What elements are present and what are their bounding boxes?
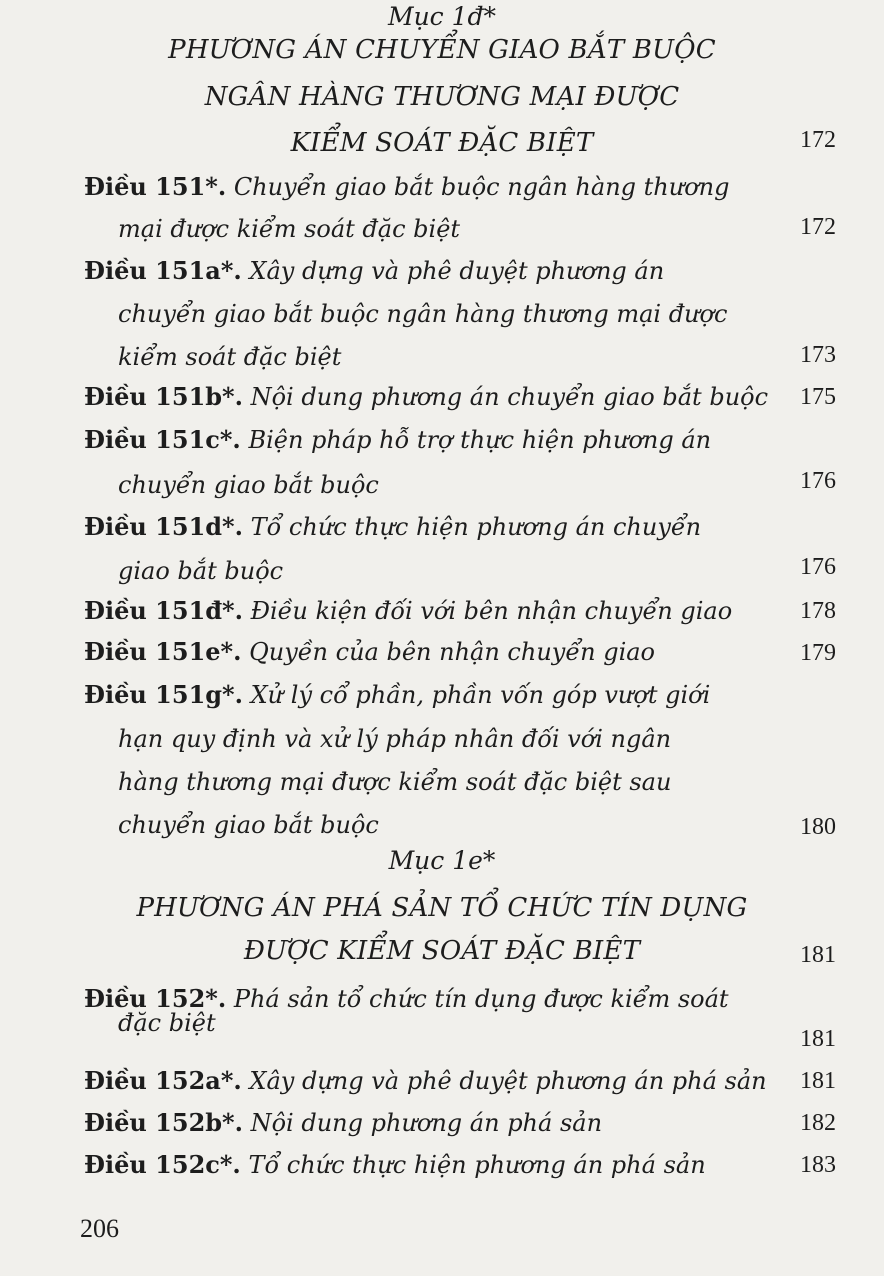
toc-entry — [84, 256, 664, 286]
article-label: Điều 151đ*. — [84, 596, 243, 625]
page-ref: 178 — [800, 598, 836, 624]
section-label: Mục 1e* — [388, 846, 496, 875]
article-label: Điều 151e*. — [84, 637, 242, 666]
entry-continuation: đặc biệt — [118, 1009, 216, 1037]
entry-text: Nội dung phương án chuyển giao bắt buộc — [250, 383, 769, 411]
page-ref: 180 — [800, 814, 836, 840]
page-ref: 175 — [800, 384, 836, 410]
article-label: Điều 151d*. — [84, 512, 243, 541]
page-ref: 181 — [800, 942, 836, 968]
page-ref: 176 — [800, 468, 836, 494]
toc-entry — [84, 425, 711, 455]
article-label: Điều 151*. — [84, 172, 227, 201]
section-label: Mục 1đ* — [387, 2, 497, 31]
page-ref: 183 — [800, 1152, 836, 1178]
entry-text: Xử lý cổ phần, phần vốn góp vượt giới — [250, 681, 711, 709]
page-ref: 181 — [800, 1026, 836, 1052]
entry-continuation: mại được kiểm soát đặc biệt — [118, 215, 461, 243]
entry-text: Tổ chức thực hiện phương án phá sản — [248, 1151, 706, 1179]
page-ref: 182 — [800, 1110, 836, 1136]
page-ref: 172 — [800, 127, 836, 153]
section-title-line: ĐƯỢC KIỂM SOÁT ĐẶC BIỆT — [243, 936, 641, 966]
toc-entry — [84, 1108, 602, 1138]
section-title-line: KIỂM SOÁT ĐẶC BIỆT — [290, 128, 594, 158]
article-label: Điều 151b*. — [84, 382, 243, 411]
section-title-line: PHƯƠNG ÁN CHUYỂN GIAO BẮT BUỘC — [168, 35, 716, 65]
entry-text: Tổ chức thực hiện phương án chuyển — [250, 513, 702, 541]
page-ref: 179 — [800, 640, 836, 666]
section-title-line: NGÂN HÀNG THƯƠNG MẠI ĐƯỢC — [204, 82, 680, 112]
entry-text: Xây dựng và phê duyệt phương án phá sản — [249, 1067, 767, 1095]
page-ref: 172 — [800, 214, 836, 240]
article-label: Điều 152*. — [84, 984, 227, 1013]
entry-text: Chuyển giao bắt buộc ngân hàng thương — [233, 173, 730, 201]
entry-text: Xây dựng và phê duyệt phương án — [249, 257, 665, 285]
entry-continuation: hạn quy định và xử lý pháp nhân đối với ngân — [118, 725, 672, 753]
toc-entry — [84, 172, 729, 202]
toc-entry — [84, 680, 710, 710]
toc-entry — [84, 512, 701, 542]
toc-entry — [84, 596, 732, 626]
article-label: Điều 151c*. — [84, 425, 241, 454]
entry-continuation: giao bắt buộc — [118, 557, 284, 585]
article-label: Điều 152c*. — [84, 1150, 241, 1179]
article-label: Điều 152a*. — [84, 1066, 242, 1095]
page-ref: 176 — [800, 554, 836, 580]
entry-text: Nội dung phương án phá sản — [250, 1109, 603, 1137]
entry-text: Phá sản tổ chức tín dụng được kiểm soát — [233, 985, 729, 1013]
entry-continuation: chuyển giao bắt buộc — [118, 811, 379, 839]
entry-text: Biện pháp hỗ trợ thực hiện phương án — [248, 426, 712, 454]
page-ref: 181 — [800, 1068, 836, 1094]
entry-text: Điều kiện đối với bên nhận chuyển giao — [250, 597, 733, 625]
toc-entry — [84, 1150, 706, 1180]
entry-continuation: chuyển giao bắt buộc ngân hàng thương mại được — [118, 300, 728, 328]
entry-continuation: hàng thương mại được kiểm soát đặc biệt sau — [118, 768, 672, 796]
article-label: Điều 152b*. — [84, 1108, 243, 1137]
entry-continuation: chuyển giao bắt buộc — [118, 471, 379, 499]
toc-entry — [84, 1066, 767, 1096]
entry-continuation: kiểm soát đặc biệt — [118, 343, 342, 371]
article-label: Điều 151g*. — [84, 680, 243, 709]
section-title-line: PHƯƠNG ÁN PHÁ SẢN TỔ CHỨC TÍN DỤNG — [136, 893, 748, 923]
toc-entry — [84, 382, 768, 412]
page-number: 206 — [80, 1214, 119, 1243]
toc-entry — [84, 637, 655, 667]
article-label: Điều 151a*. — [84, 256, 242, 285]
page-ref: 173 — [800, 342, 836, 368]
entry-text: Quyền của bên nhận chuyển giao — [249, 638, 655, 666]
